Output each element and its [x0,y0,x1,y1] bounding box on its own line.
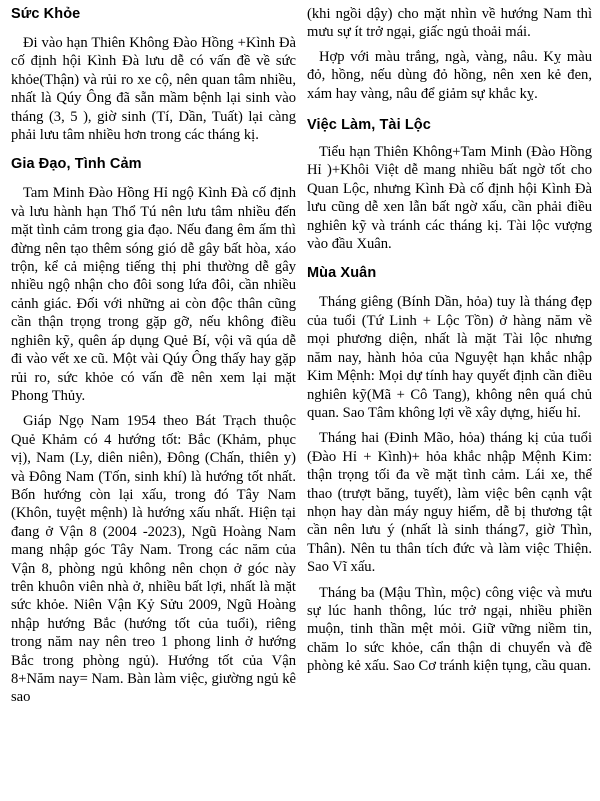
paragraph-mua-xuan-3: Tháng ba (Mậu Thìn, mộc) công việc và mưu sự lúc hanh thông, lúc trở ngại, nhiều phiền muộn, tinh thần mệt mỏi. Giữ vững niềm tin, chăm lo sức khỏe, cẩn thận di chuyển và đề phòng kẻ xấu. Sao Cơ tránh kiện tụng, cầu quan. [307,584,592,675]
right-column [307,0,592,801]
left-column [11,0,296,801]
paragraph-gia-dao-2: Giáp Ngọ Nam 1954 theo Bát Trạch thuộc Quẻ Khảm có 4 hướng tốt: Bắc (Khảm, phục vị), Nam (Ly, diên niên), Đông (Chấn, thiên y) và Đông Nam (Tốn, sinh khí) là hướng tốt nhất. Bốn hướng còn lại xấu, trong đó Tây Nam (Khôn, tuyệt mệnh) là hướng xấu nhất. Hiện tại đang ở Vận 8 (2004 -2023), Ngũ Hoàng Nam mang nhập góc Tây Nam. Trong các năm của Vận 8, phòng ngủ không nên chọn ở góc này trên khuôn viên nhà ở, nhiều bất lợi, nhất là mặt sức khỏe. Niên Vận Kỷ Sửu 2009, Ngũ Hoàng nhập hướng Bắc (hướng tốt của tuổi), riêng trong năm nay nên treo 1 phong linh ở hướng Bắc trong phòng ngủ). Hướng tốt của Vận 8+Năm nay= Nam. Bàn làm việc, giường ngủ kê sao [11,413,296,706]
heading-mua-xuan: Mùa Xuân [307,265,377,282]
paragraph-gia-dao-1: Tam Minh Đào Hồng Hỉ ngộ Kình Đà cố định và lưu hành hạn Thổ Tú nên lưu tâm nhiều đến mặt tình cảm trong gia đạo. Nếu đang êm ấm thì đừng nên tạo thêm sóng gió dễ gây bất hòa, xáo trộn, kể cả miệng tiếng thị phi thường dễ gây nhiều ngộ nhận cho đôi song lứa đôi, cần nhiều cảnh giác. Đối với những ai còn độc thân cũng cần thận trọng trong gặp gỡ, nếu không điều nghiên kỹ, quên áp dụng Quẻ Bí, vội vã qúa dễ đi vào vết xe cũ. Một vài Qúy Ông thấy hay gặp rủi ro, sức khỏe có vấn đề nên xem lại mặt Phong Thủy. [11,185,296,404]
paragraph-mua-xuan-2: Tháng hai (Đinh Mão, hỏa) tháng kị của tuổi (Đào Hỉ + Kình)+ hỏa khắc nhập Mệnh Kim: thận trọng tối đa về mặt tình cảm. Lái xe, thể thao (trượt băng, tuyết), làm việc bên cạnh vật nhọn hay dàn máy nguy hiểm, dễ bị thương tật cần nên lưu ý (nhất là sinh tháng7, giờ Thìn, Thân). Nên tu thân tích đức và làm việc Thiện. Sao Vĩ xấu. [307,430,592,576]
paragraph-gia-dao-continued-2: Hợp với màu trắng, ngà, vàng, nâu. Kỵ màu đỏ, hồng, nếu dùng đỏ hồng, nên xen kẻ đen, xám hay vàng, nâu để giảm sự khắc kỵ. [307,48,592,102]
paragraph-gia-dao-continued-1: (khi ngồi dậy) cho mặt nhìn về hướng Nam thì mưu sự ít trở ngại, giấc ngủ thoải mái. [307,6,592,41]
heading-viec-lam: Việc Làm, Tài Lộc [307,117,431,134]
heading-suc-khoe: Sức Khỏe [11,6,81,22]
paragraph-viec-lam: Tiểu hạn Thiên Không+Tam Minh (Đào Hồng Hỉ )+Khôi Việt dễ mang nhiều bất ngờ tốt cho Quan Lộc, nhưng Kình Đà cố định hội Kình Đà lưu cũng dễ xen lẫn bất ngờ xấu, cần phải điều nghiên kỹ và tránh các tháng kị. Tài lộc vượng vào đầu Xuân. [307,144,592,253]
paragraph-suc-khoe: Đi vào hạn Thiên Không Đào Hồng +Kình Đà cố định hội Kình Đà lưu dễ có vấn đề về sức khỏe(Thận) và rủi ro xe cộ, nên quan tâm nhiều, nhất là Qúy Ông đã sẵn mầm bệnh lại sinh vào tháng (3, 5 ), giờ sinh (Tí, Dần, Tuất) lại càng phải lưu tâm nhiều hơn trong các tháng kị. [11,35,296,144]
heading-gia-dao: Gia Đạo, Tình Cảm [11,156,142,173]
paragraph-mua-xuan-1: Tháng giêng (Bính Dần, hỏa) tuy là tháng đẹp của tuổi (Tứ Linh + Lộc Tồn) ở hàng năm về mọi phương diện, nhất là mặt Tài lộc nhưng năm nay, hành hỏa của Nguyệt hạn khắc nhập Kim Mệnh: Mọi dự tính hay quyết định cần điều nghiên kỹ(Mã + Cô Tang), không nên quá chủ quan. Sao Tâm không lợi về xây dựng, hiếu hỉ. [307,294,592,421]
